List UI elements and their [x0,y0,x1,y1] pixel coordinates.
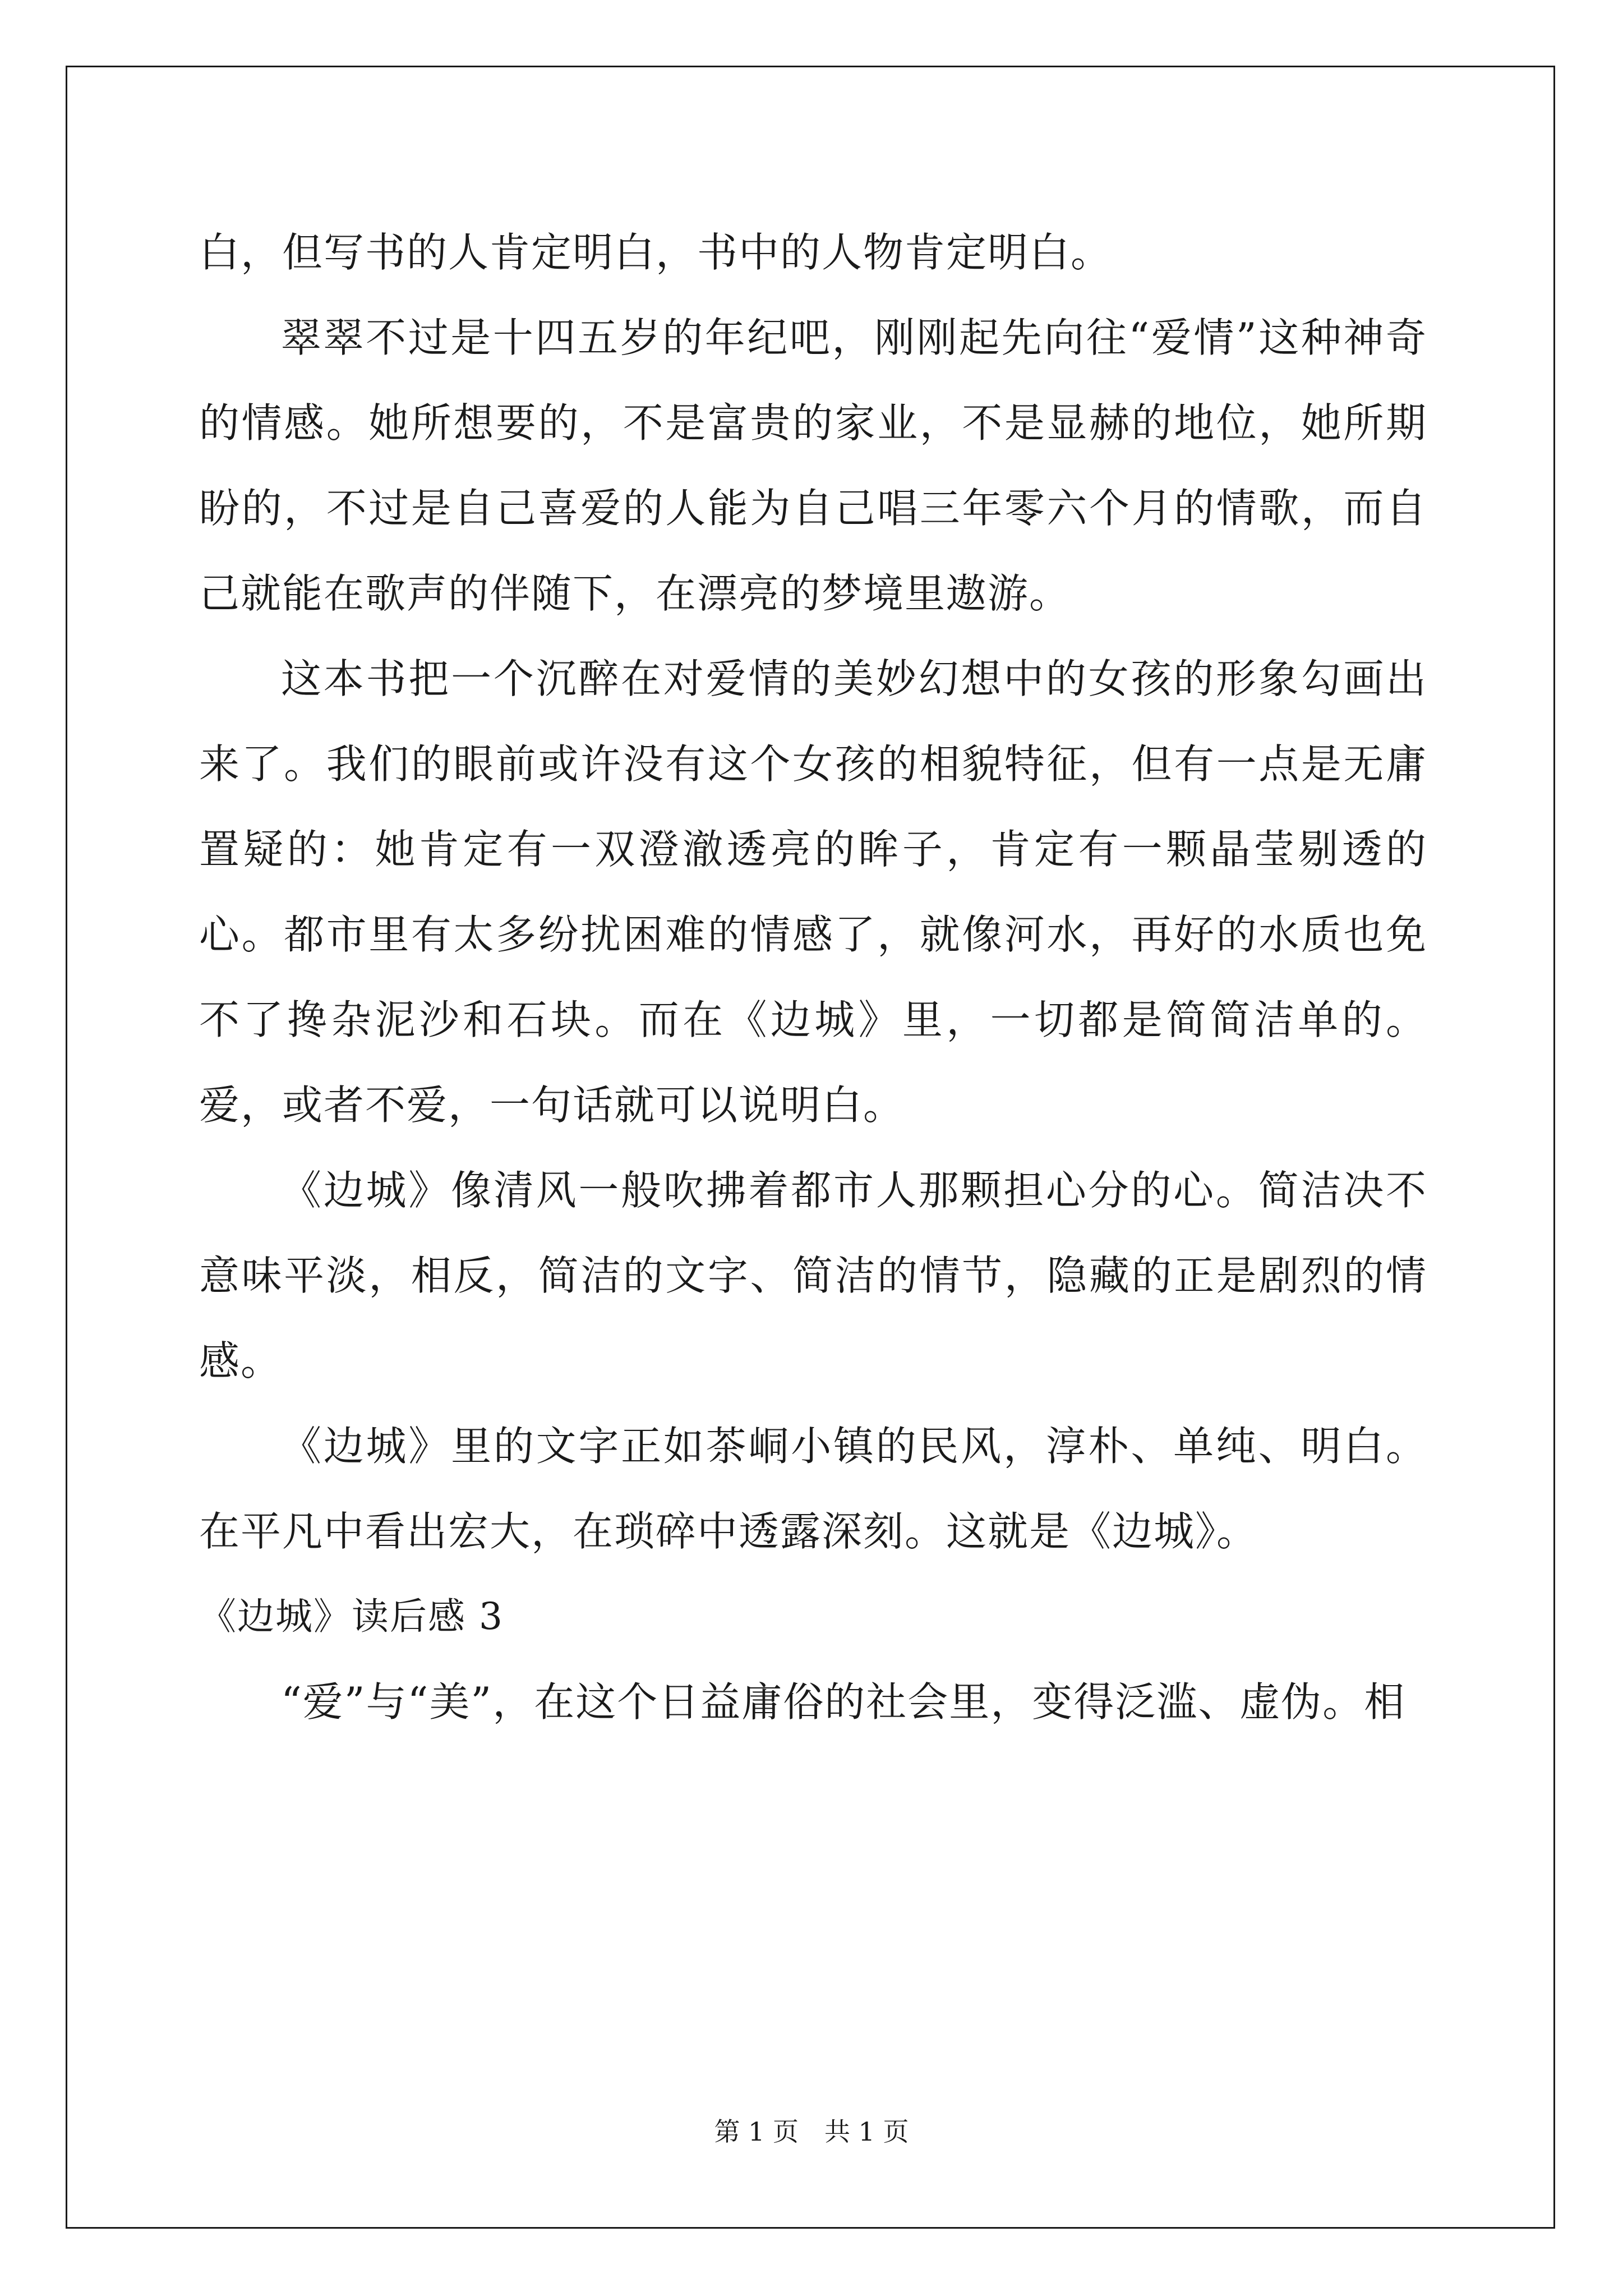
paragraph-book-image: 这本书把一个沉醉在对爱情的美妙幻想中的女孩的形象勾画出来了。我们的眼前或许没有这个女孩的相貌特征，但有一点是无庸置疑的：她肯定有一双澄澈透亮的眸子，肯定有一颗晶莹剔透的心。都市里有太多纷扰困难的情感了，就像河水，再好的水质也免不了搀杂泥沙和石块。而在《边城》里，一切都是简简洁单的。爱，或者不爱，一句话就可以说明白。 [199,655,1427,1129]
paragraph-cuicui: 翠翠不过是十四五岁的年纪吧，刚刚起先向往“爱情”这种神奇的情感。她所想要的，不是富贵的家业，不是显赫的地位，她所期盼的，不过是自己喜爱的人能为自己唱三年零六个月的情歌，而自己就能在歌声的伴随下，在漂亮的梦境里遨游。 [199,314,1427,617]
page-number-footer: 第 1 页 共 1 页 [714,2116,909,2147]
document-body [199,210,1427,1745]
paragraph-language: 《边城》里的文字正如茶峒小镇的民风，淳朴、单纯、明白。在平凡中看出宏大，在琐碎中透露深刻。这就是《边城》。 [199,1423,1427,1555]
section-heading: 《边城》读后感 3 [199,1595,504,1638]
paragraph-continuation: 白，但写书的人肯定明白，书中的人物肯定明白。 [199,229,1113,276]
paragraph-love-beauty: “爱”与“美”，在这个日益庸俗的社会里，变得泛滥、虚伪。相 [281,1678,1406,1726]
paragraph-breeze: 《边城》像清风一般吹拂着都市人那颗担心分的心。简洁决不意味平淡，相反，简洁的文字、简洁的情节，隐藏的正是剧烈的情感。 [199,1167,1427,1384]
